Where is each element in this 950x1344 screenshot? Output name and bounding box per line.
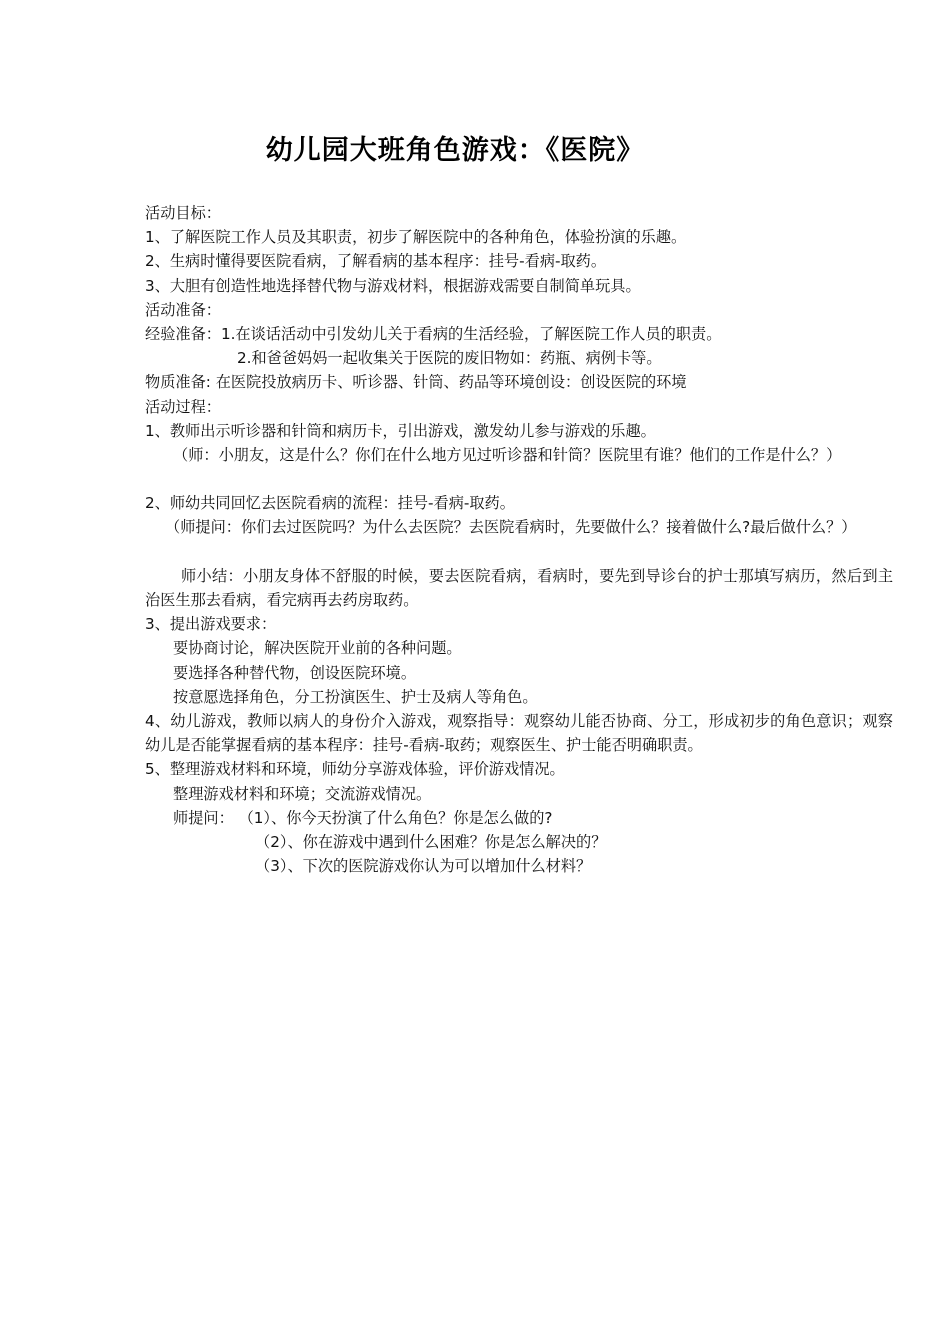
preparation-item: 物质准备: 在医院投放病历卡、听诊器、针筒、药品等环境创设：创设医院的环境: [145, 373, 687, 392]
process-step: 2、师幼共同回忆去医院看病的流程：挂号-看病-取药。: [145, 494, 515, 513]
preparation-item: 2.和爸爸妈妈一起收集关于医院的废旧物如：药瓶、病例卡等。: [237, 349, 662, 368]
process-summary: 师小结：小朋友身体不舒服的时候，要去医院看病，看病时，要先到导诊台的护士那填写病历，然后到主治医生那去看病，看完病再去药房取药。: [145, 566, 893, 610]
process-requirement: 要选择各种替代物，创设医院环境。: [173, 663, 416, 682]
preparation-item: 经验准备：1.在谈话活动中引发幼儿关于看病的生活经验，了解医院工作人员的职责。: [145, 324, 722, 343]
process-step: 4、幼儿游戏，教师以病人的身份介入游戏，观察指导：观察幼儿能否协商、分工，形成初步的角色意识；观察幼儿是否能掌握看病的基本程序：挂号-看病-取药；观察医生、护士能否明确职责。: [145, 711, 893, 755]
process-note: （师提问：你们去过医院吗？为什么去医院？去医院看病时，先要做什么？接着做什么?最后做什么？）: [165, 518, 857, 537]
process-question: （2）、你在游戏中遇到什么困难？你是怎么解决的？: [255, 832, 607, 851]
section-heading-preparation: 活动准备：: [145, 300, 221, 319]
process-step: 3、提出游戏要求：: [145, 615, 277, 634]
goal-item: 1、了解医院工作人员及其职责，初步了解医院中的各种角色，体验扮演的乐趣。: [145, 228, 687, 247]
page-title: 幼儿园大班角色游戏：《医院》: [265, 135, 645, 166]
document-body: [145, 201, 893, 878]
process-question: （3）、下次的医院游戏你认为可以增加什么材料？: [255, 857, 592, 876]
process-step: 1、教师出示听诊器和针筒和病历卡，引出游戏，激发幼儿参与游戏的乐趣。: [145, 421, 656, 440]
section-heading-process: 活动过程：: [145, 397, 221, 416]
goal-item: 3、大胆有创造性地选择替代物与游戏材料，根据游戏需要自制简单玩具。: [145, 276, 641, 295]
process-question: 师提问： （1）、你今天扮演了什么角色？你是怎么做的?: [173, 808, 553, 827]
process-note: （师：小朋友，这是什么？你们在什么地方见过听诊器和针筒？医院里有谁？他们的工作是什么？）: [173, 445, 842, 464]
process-step: 5、整理游戏材料和环境，师幼分享游戏体验，评价游戏情况。: [145, 760, 565, 779]
section-heading-goals: 活动目标：: [145, 204, 221, 222]
process-requirement: 按意愿选择角色，分工扮演医生、护士及病人等角色。: [173, 687, 538, 706]
process-requirement: 要协商讨论，解决医院开业前的各种问题。: [173, 639, 462, 658]
goal-item: 2、生病时懂得要医院看病，了解看病的基本程序：挂号-看病-取药。: [145, 252, 607, 271]
process-detail: 整理游戏材料和环境；交流游戏情况。: [173, 784, 432, 803]
